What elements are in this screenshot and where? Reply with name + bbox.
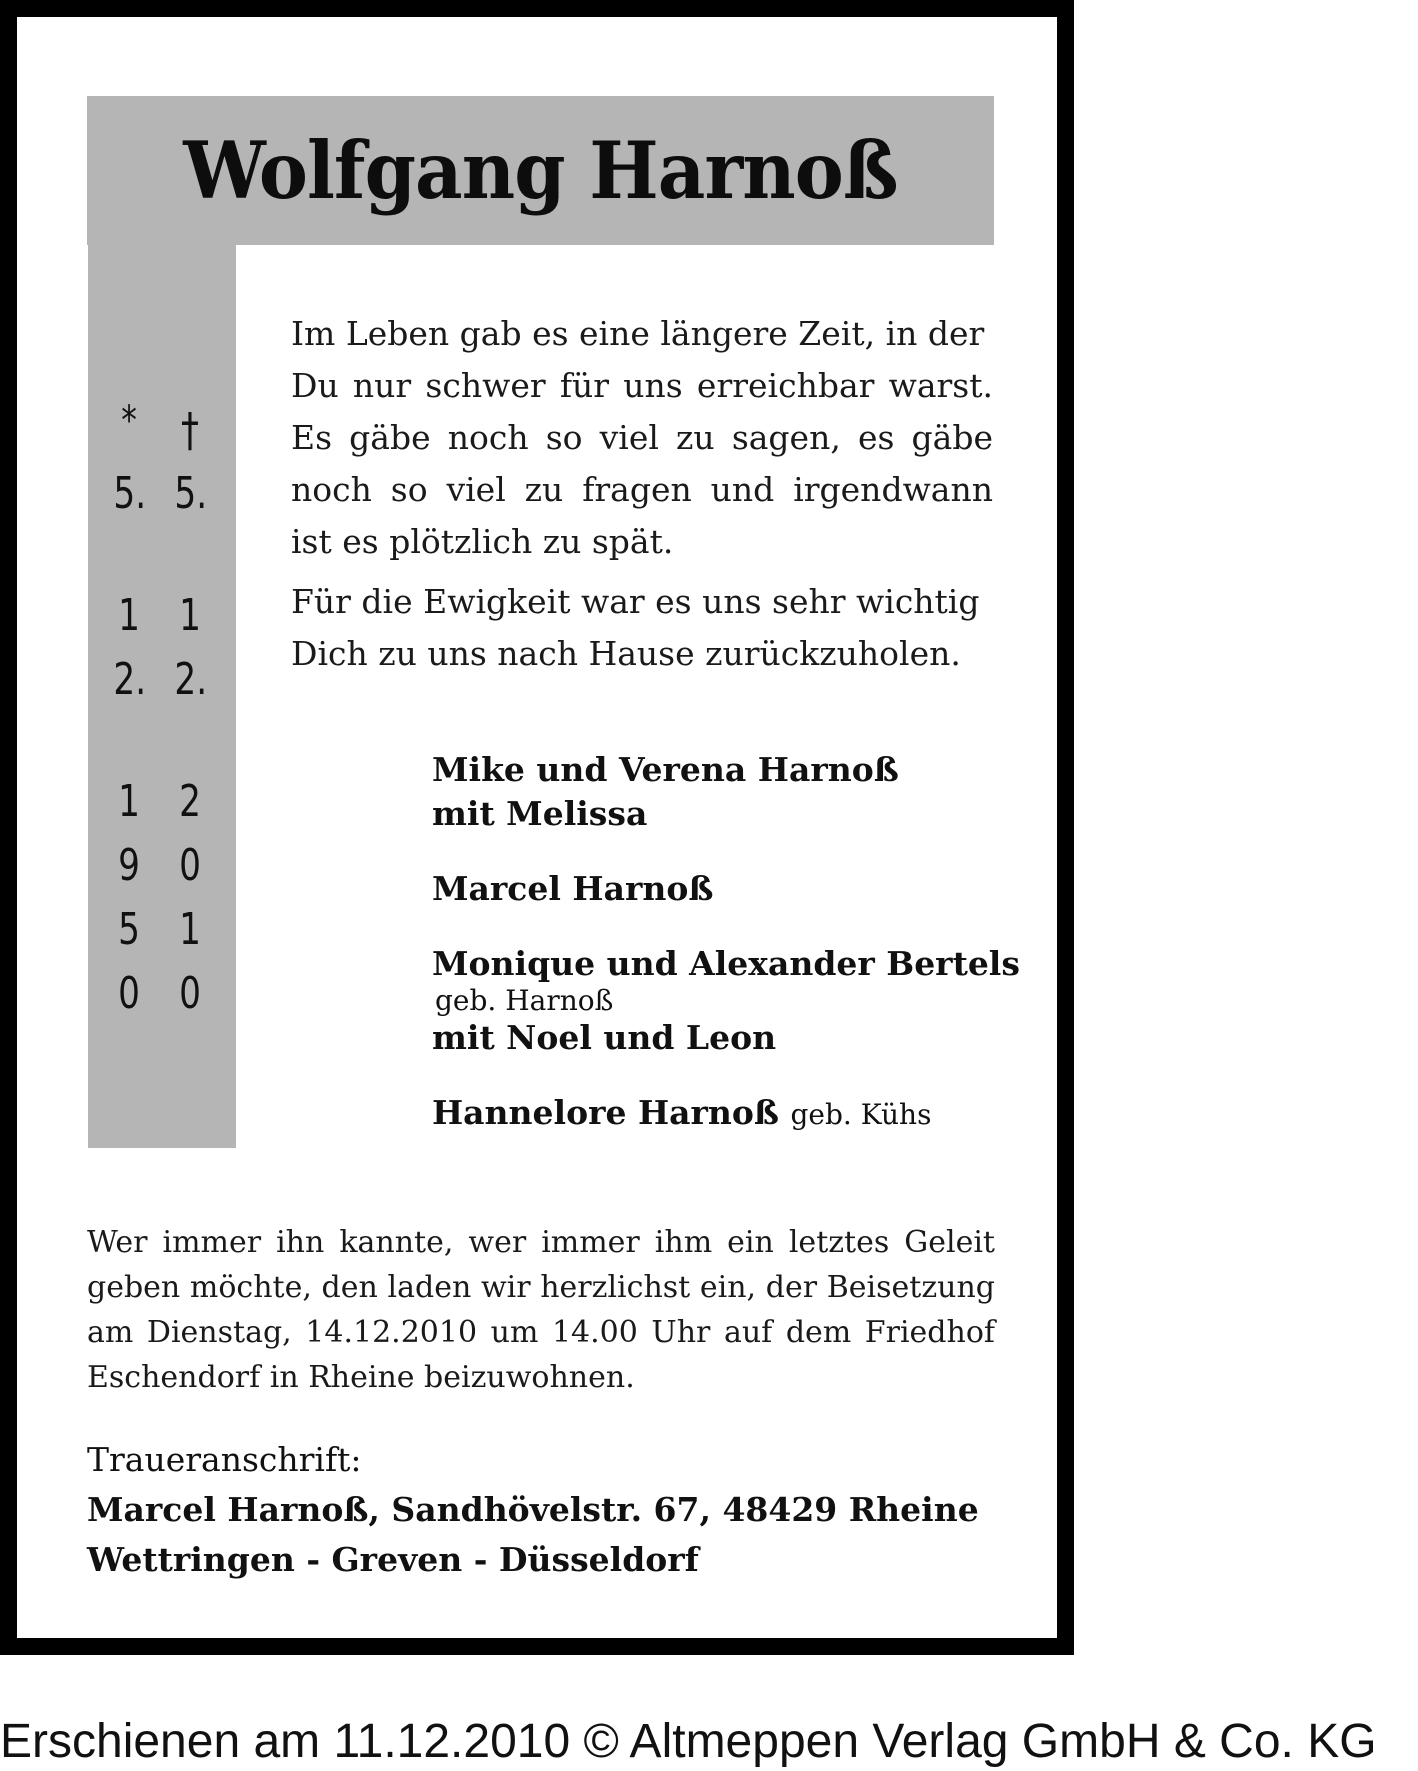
invitation-line: Eschendorf in Rheine beizuwohnen. — [87, 1360, 635, 1395]
birth-year-digit: 5 — [118, 904, 140, 955]
poem-line: ist es plötzlich zu spät. — [291, 522, 674, 561]
address-line: Marcel Harnoß, Sandhövelstr. 67, 48429 Rheine — [87, 1490, 979, 1529]
mourner-name: Hannelore Harnoß — [432, 1093, 779, 1132]
birth-year-digit: 9 — [118, 840, 140, 891]
date-bar — [88, 245, 236, 1148]
poem-line: noch so viel zu fragen und irgendwann — [291, 470, 993, 509]
mourner-maiden-name: geb. Kühs — [790, 1098, 932, 1131]
death-year-digit: 0 — [179, 840, 201, 891]
mourner-maiden-name: geb. Harnoß — [435, 984, 614, 1017]
poem-line: Du nur schwer für uns erreichbar warst. — [291, 366, 993, 405]
address-locations: Wettringen - Greven - Düsseldorf — [87, 1540, 699, 1579]
mourner-name: Monique und Alexander Bertels — [432, 944, 1020, 983]
poem-line: Im Leben gab es eine längere Zeit, in der — [291, 314, 985, 353]
poem-line: Für die Ewigkeit war es uns sehr wichtig — [291, 582, 980, 621]
birth-month-digit: 1 — [118, 590, 140, 641]
death-year-digit: 2 — [179, 776, 201, 827]
poem — [291, 308, 993, 688]
invitation-line: geben möchte, den laden wir herzlichst ein, der Beisetzung — [87, 1270, 995, 1305]
mourner-name: mit Noel und Leon — [432, 1018, 777, 1057]
mourner-group — [432, 748, 1002, 836]
birth-month-digit: 2. — [113, 654, 147, 705]
funeral-invitation — [87, 1220, 995, 1400]
mourner-group — [432, 942, 1020, 1060]
poem-line: Dich zu uns nach Hause zurückzuholen. — [291, 634, 961, 673]
birth-year-digit: 1 — [118, 776, 140, 827]
death-day: 5. — [174, 468, 208, 519]
death-date-column — [174, 398, 208, 1026]
mourner-name: mit Melissa — [432, 794, 648, 833]
mourner-group — [432, 867, 1002, 911]
birth-date-column — [113, 398, 147, 1026]
mourner-name-line — [432, 1091, 1002, 1137]
deceased-name: Wolfgang Harnoß — [183, 124, 898, 217]
poem-stanza-2 — [291, 576, 993, 680]
birth-year-digit: 0 — [118, 968, 140, 1019]
death-year-digit: 1 — [179, 904, 201, 955]
poem-stanza-1 — [291, 308, 993, 568]
death-month-digit: 2. — [174, 654, 208, 705]
death-year-digit: 0 — [179, 968, 201, 1019]
mourning-address — [87, 1435, 995, 1585]
invitation-line: Wer immer ihn kannte, wer immer ihm ein letztes Geleit — [87, 1225, 995, 1260]
address-label: Traueranschrift: — [87, 1440, 362, 1479]
invitation-line: am Dienstag, 14.12.2010 um 14.00 Uhr auf dem Friedhof — [87, 1315, 995, 1350]
birth-symbol: * — [121, 398, 137, 444]
poem-line: Es gäbe noch so viel zu sagen, es gäbe — [291, 418, 993, 457]
death-month-digit: 1 — [179, 590, 201, 641]
death-symbol: † — [181, 403, 199, 457]
birth-day: 5. — [113, 468, 147, 519]
mourner-name: Marcel Harnoß — [432, 869, 714, 908]
mourner-name: Mike und Verena Harnoß — [432, 750, 899, 789]
mourners-list — [432, 748, 1020, 1168]
publication-footer: Erschienen am 11.12.2010 © Altmeppen Verlag GmbH & Co. KG — [0, 1715, 1377, 1768]
mourner-group — [432, 1091, 1002, 1137]
